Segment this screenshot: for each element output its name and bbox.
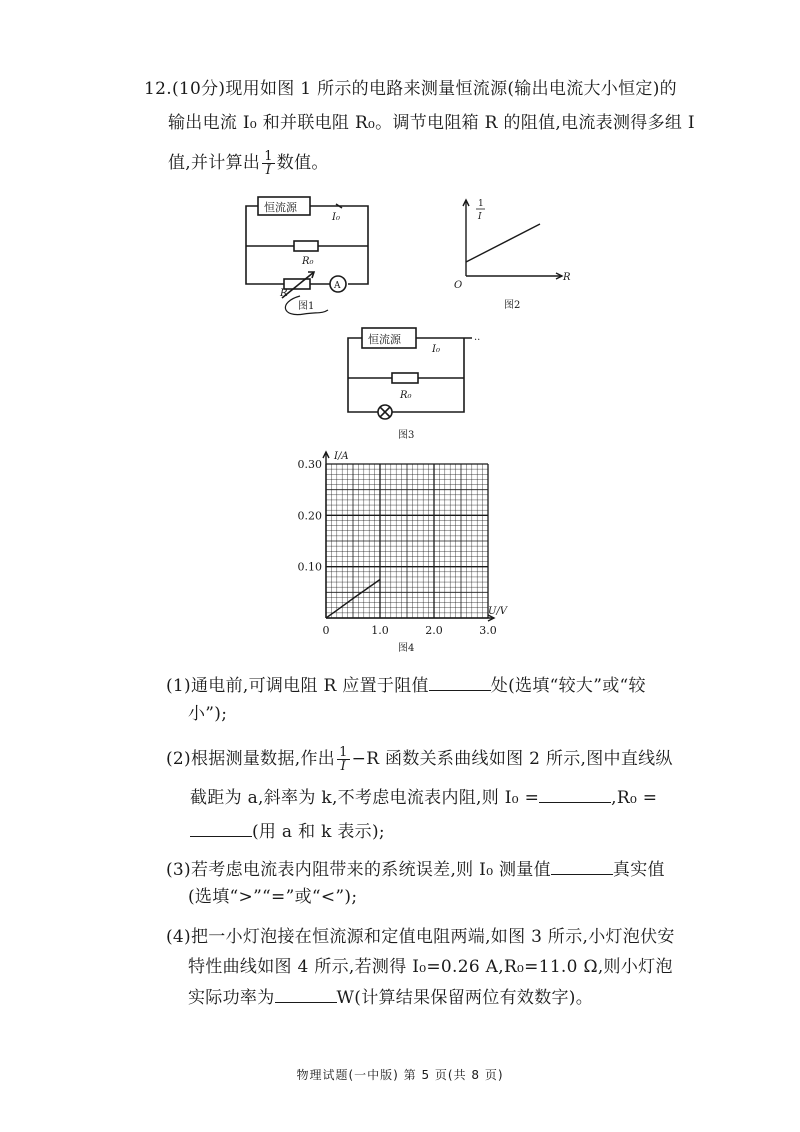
answer-blank-2[interactable] <box>539 786 611 803</box>
fig2-line <box>466 224 540 262</box>
fig1-caption: 图1 <box>298 301 315 312</box>
part-4-line1: (4)把一小灯泡接在恒流源和定值电阻两端,如图 3 所示,小灯泡伏安 <box>166 927 675 947</box>
fig3-r0-resistor <box>392 373 418 383</box>
fig1-r-label: R <box>280 288 288 299</box>
fig1-ammeter-label: A <box>334 281 341 291</box>
fig4-y-tick-label: 0.30 <box>297 458 322 471</box>
svg-text:..: .. <box>474 332 481 343</box>
figure-2-graph <box>450 192 580 317</box>
fig4-y-tick-label: 0.10 <box>297 560 322 574</box>
variable-resistor <box>284 279 310 289</box>
part-1-line2: 小”); <box>188 704 228 724</box>
figure-4-chart <box>290 446 520 656</box>
fig4-y-axis-label: I/A <box>334 451 349 462</box>
part-2-line1: (2)根据测量数据,作出 $\frac{1}{I}$ −R 函数关系曲线如图 2 所示,图中直线纵 <box>166 745 673 774</box>
fig4-caption: 图4 <box>398 643 415 654</box>
answer-blank-5[interactable] <box>275 986 337 1003</box>
fig3-source-label: 恒流源 <box>368 333 401 346</box>
fig2-y-label-den: I <box>478 212 482 222</box>
part-2-line2: 截距为 a,斜率为 k,不考虑电流表内阻,则 I₀ = ,R₀ = <box>190 788 658 808</box>
part-4-line3: 实际功率为 W(计算结果保留两位有效数字)。 <box>188 988 594 1008</box>
fig1-source-label: 恒流源 <box>264 201 297 214</box>
fig4-x-tick-label: 0 <box>322 624 330 637</box>
figure-1-circuit <box>238 192 378 322</box>
fig2-caption: 图2 <box>504 300 521 311</box>
question-number: 12. <box>144 79 172 99</box>
fig4-x-tick-label: 1.0 <box>371 624 389 637</box>
part-2-line3: (用 a 和 k 表示); <box>190 820 385 843</box>
r0-resistor <box>294 241 318 251</box>
figure-3-circuit <box>340 322 490 444</box>
fraction-1-over-I: $\frac{1}{I}$ <box>264 149 273 178</box>
page-footer: 物理试题(一中版) 第 5 页(共 8 页) <box>296 1068 504 1082</box>
part-1-line1: (1)通电前,可调电阻 R 应置于阻值 处(选填“较大”或“较 <box>166 676 646 696</box>
answer-blank-4[interactable] <box>551 858 613 875</box>
answer-blank-1[interactable] <box>429 674 491 691</box>
part-3-line2: (选填“>”“=”或“<”); <box>188 887 358 907</box>
fraction-1-over-I: $\frac{1}{I}$ <box>339 745 348 774</box>
question-stem-line3: 值,并计算出 $\frac{1}{I}$ 数值。 <box>168 149 329 178</box>
part-4-line2: 特性曲线如图 4 所示,若测得 I₀=0.26 A,R₀=11.0 Ω,则小灯泡 <box>188 957 673 977</box>
question-score: (10分) <box>171 79 226 99</box>
fig2-origin-label: O <box>454 280 463 291</box>
fig1-current-label: I₀ <box>332 212 340 223</box>
fig3-current-label: I₀ <box>432 344 440 355</box>
fig2-x-label: R <box>563 272 571 283</box>
fig4-x-axis-label: U/V <box>488 606 508 617</box>
fig2-y-label-num: 1 <box>478 199 484 209</box>
fig1-r0-label: R₀ <box>302 256 314 267</box>
fig3-r0-label: R₀ <box>400 390 412 401</box>
fig4-x-tick-label: 2.0 <box>425 624 443 637</box>
fig4-y-tick-label: 0.20 <box>297 509 322 523</box>
question-stem-line2: 输出电流 I₀ 和并联电阻 R₀。调节电阻箱 R 的阻值,电流表测得多组 I <box>168 113 695 133</box>
fig3-caption: 图3 <box>398 430 415 441</box>
answer-blank-3[interactable] <box>190 820 252 837</box>
fig4-x-tick-label: 3.0 <box>479 624 497 637</box>
part-3-line1: (3)若考虑电流表内阻带来的系统误差,则 I₀ 测量值 真实值 <box>166 860 665 880</box>
question-stem-line1: 12.(10分)现用如图 1 所示的电路来测量恒流源(输出电流大小恒定)的 <box>144 79 677 99</box>
